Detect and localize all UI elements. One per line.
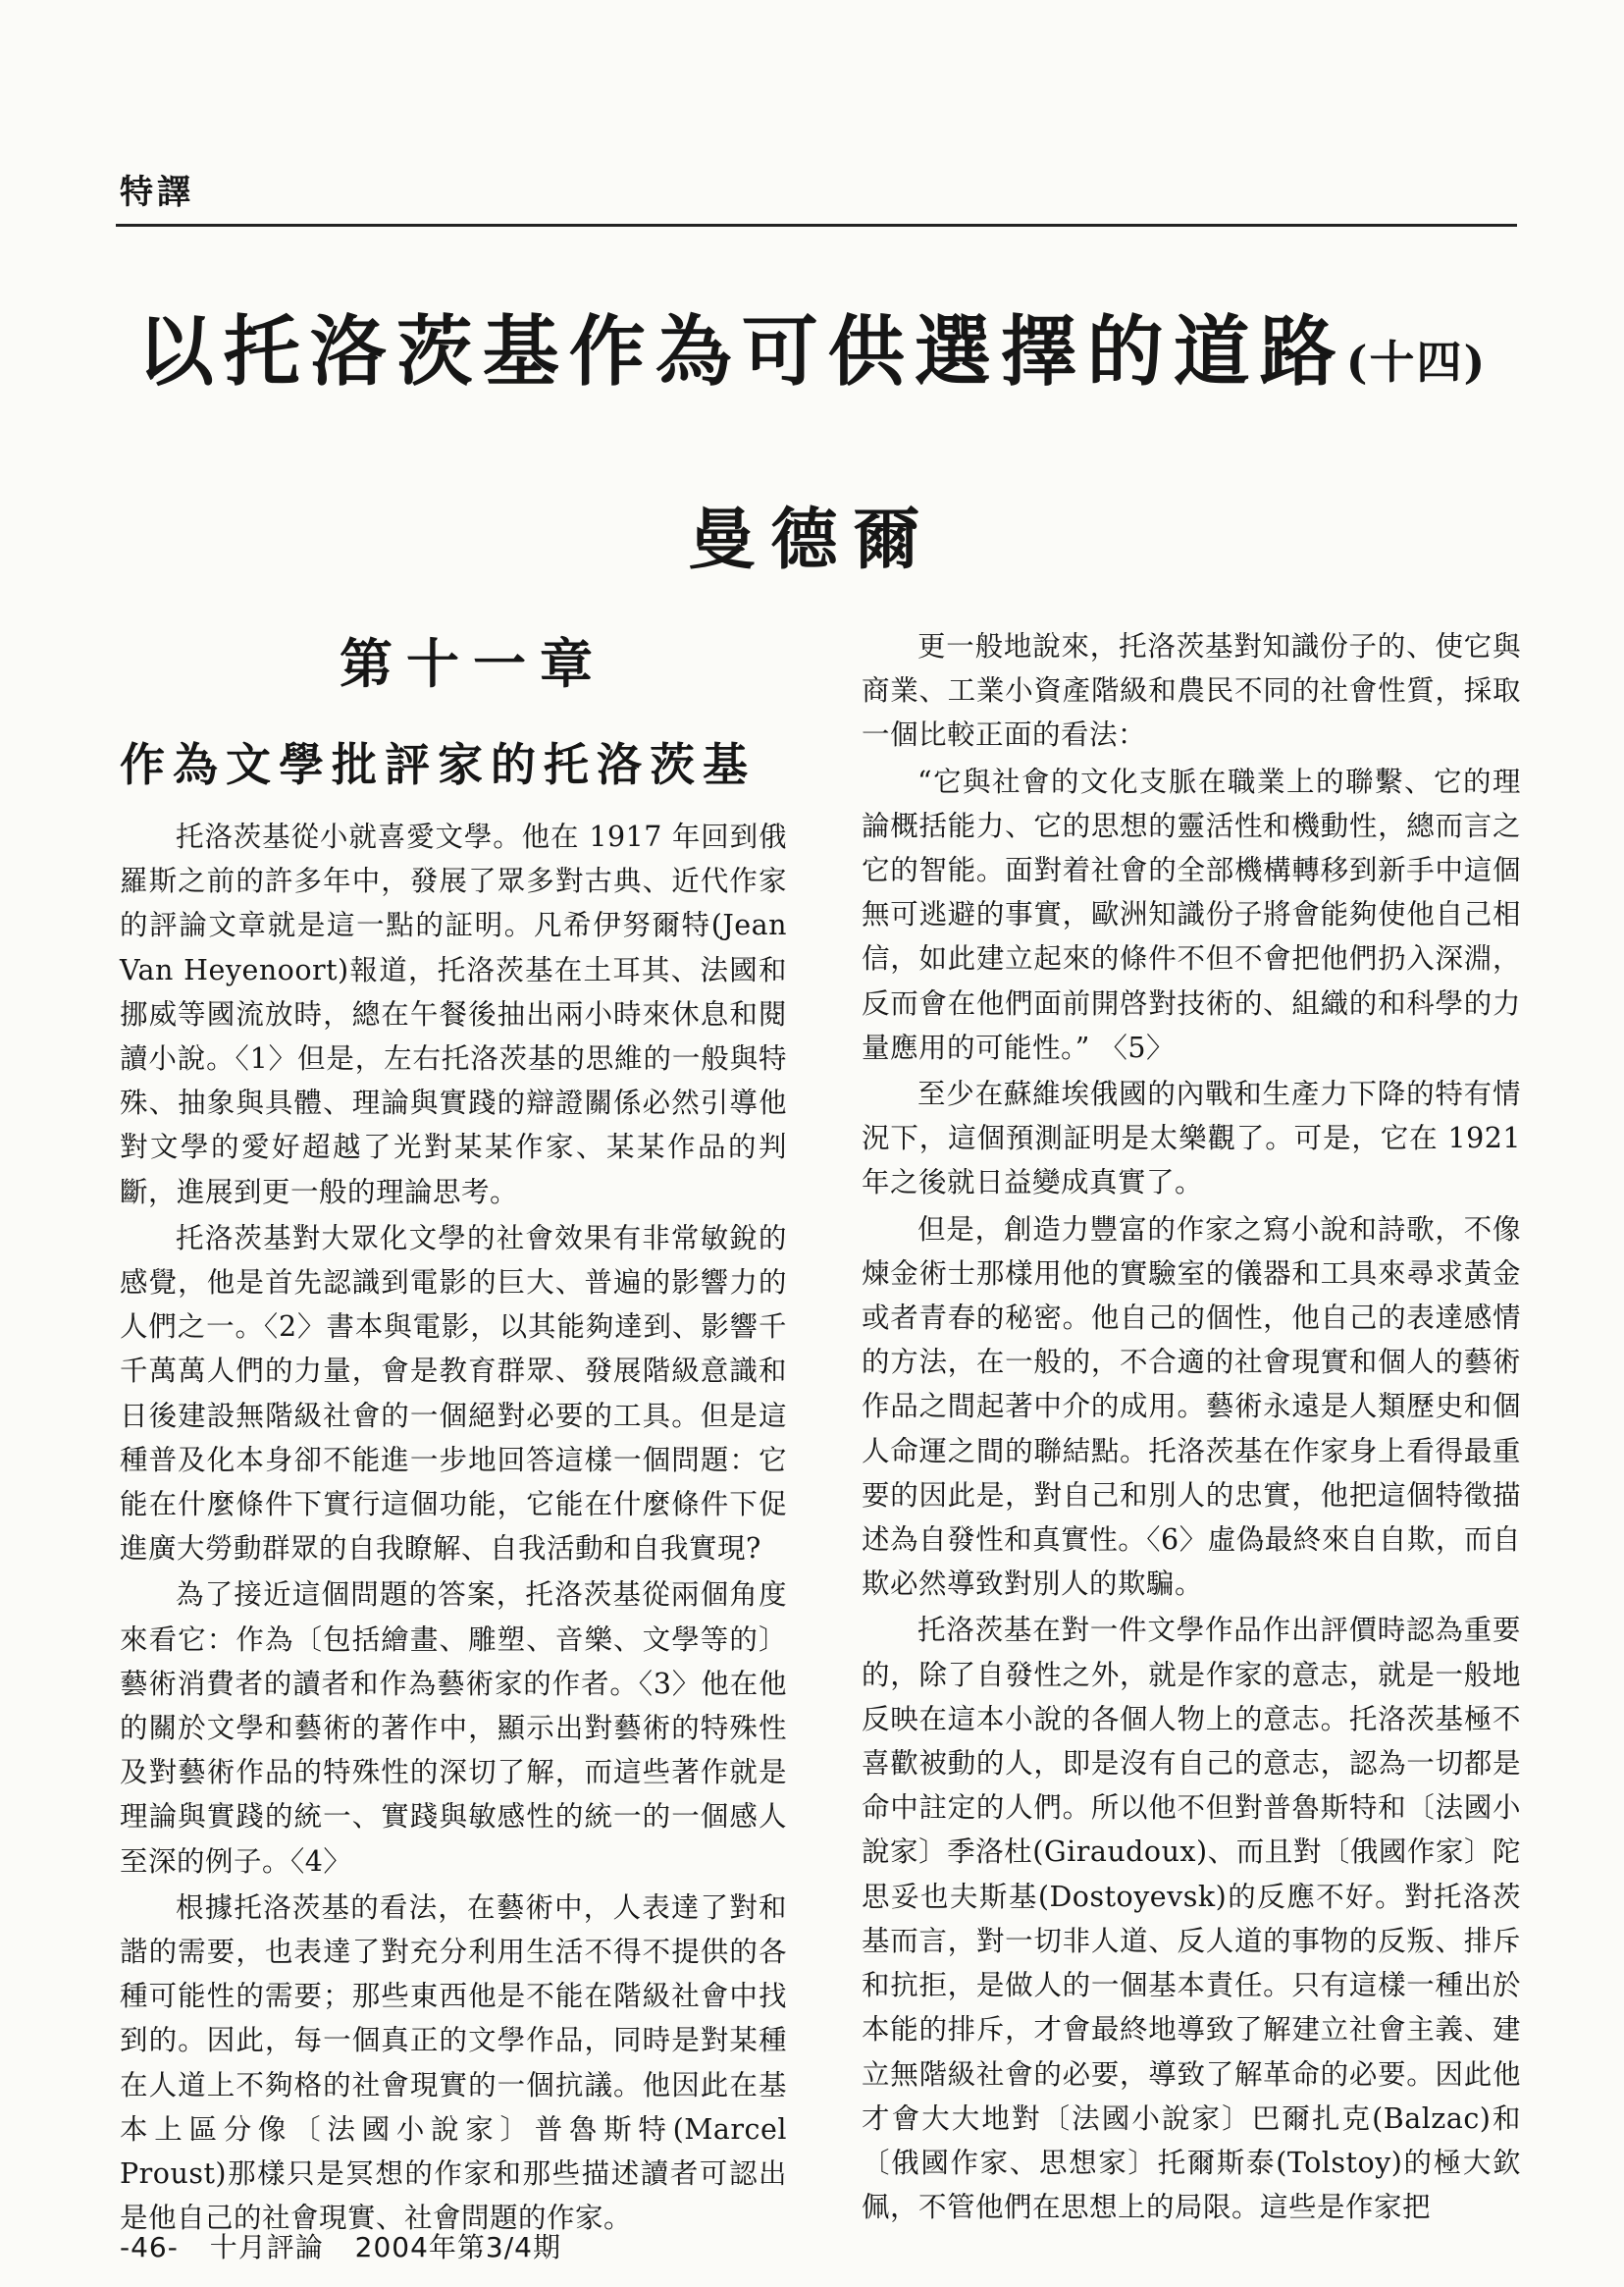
- article-title: [0, 291, 1624, 400]
- journal-issue: 2004年第3/4期: [354, 2231, 561, 2263]
- left-column: [120, 624, 787, 2243]
- chapter-heading: 第十一章: [340, 632, 606, 695]
- paragraph: 根據托洛茨基的看法，在藝術中，人表達了對和諧的需要，也表達了對充分利用生活不得不提供的各種可能性的需要；那些東西他是不能在階級社會中找到的。因此，每一個真正的文學作品，同時是對某種在人道上不夠格的社會現實的一個抗議。他因此在基本上區分像〔法國小說家〕普魯斯特(Marcel Proust)那樣只是冥想的作家和那些描述讀者可認出是他自己的社會現實、社會問題的作家。: [120, 1890, 787, 2235]
- page-number: -46-: [120, 2231, 179, 2263]
- page-footer: [120, 2226, 583, 2265]
- paragraph: 托洛茨基對大眾化文學的社會效果有非常敏銳的感覺，他是首先認識到電影的巨大、普遍的影響力的人們之一。〈2〉書本與電影，以其能夠達到、影響千千萬萬人們的力量，會是教育群眾、發展階級意識和日後建設無階級社會的一個絕對必要的工具。但是這種普及化本身卻不能進一步地回答這樣一個問題：它能在什麼條件下實行這個功能，它能在什麼條件下促進廣大勞動群眾的自我瞭解、自我活動和自我實現?: [120, 1221, 787, 1566]
- article-title-text: 以托洛茨基作為可供選擇的道路: [136, 307, 1346, 397]
- paragraph: 為了接近這個問題的答案，托洛茨基從兩個角度來看它：作為〔包括繪畫、雕塑、音樂、文學等的〕藝術消費者的讀者和作為藝術家的作者。〈3〉他在他的關於文學和藝術的著作中，顯示出對藝術的特殊性及對藝術作品的特殊性的深切了解，而這些著作就是理論與實踐的統一、實踐與敏感性的統一的一個感人至深的例子。〈4〉: [120, 1578, 787, 1878]
- block-quote: “它與社會的文化支脈在職業上的聯繫、它的理論概括能力、它的思想的靈活性和機動性，總而言之它的智能。面對着社會的全部機構轉移到新手中這個無可逃避的事實，歐洲知識份子將會能夠使他自己相信，如此建立起來的條件不但不會把他們扔入深淵，反而會在他們面前開啓對技術的、組織的和科學的力量應用的可能性。” 〈5〉: [862, 765, 1521, 1064]
- paragraph: 托洛茨基從小就喜愛文學。他在 1917 年回到俄羅斯之前的許多年中，發展了眾多對古典、近代作家的評論文章就是這一點的証明。凡希伊努爾特(Jean Van Heyenoort)報道，托洛茨基在土耳其、法國和挪威等國流放時，總在午餐後抽出兩小時來休息和閱讀小說。〈1〉但是，左右托洛茨基的思維的一般與特殊、抽象與具體、理論與實踐的辯證關係必然引導他對文學的愛好超越了光對某某作家、某某作品的判斷，進展到更一般的理論思考。: [120, 821, 787, 1208]
- section-tag: 特譯: [120, 173, 194, 212]
- journal-name: 十月評論: [209, 2231, 324, 2263]
- article-title-part: (十四): [1345, 336, 1488, 389]
- article-author: 曼德爾: [688, 501, 936, 579]
- section-heading: 作為文學批評家的托洛茨基: [120, 738, 756, 791]
- paragraph: 托洛茨基在對一件文學作品作出評價時認為重要的，除了自發性之外，就是作家的意志，就是一般地反映在這本小說的各個人物上的意志。托洛茨基極不喜歡被動的人，即是沒有自己的意志，認為一切都是命中註定的人們。所以他不但對普魯斯特和〔法國小說家〕季洛杜(Giraudoux)、而且對〔俄國作家〕陀思妥也夫斯基(Dostoyevsk)的反應不好。對托洛茨基而言，對一切非人道、反人道的事物的反叛、排斥和抗拒，是做人的一個基本責任。只有這樣一種出於本能的排斥，才會最終地導致了解建立社會主義、建立無階級社會的必要，導致了解革命的必要。因此他才會大大地對〔法國小說家〕巴爾扎克(Balzac)和〔俄國作家、思想家〕托爾斯泰(Tolstoy)的極大欽佩，不管他們在思想上的局限。這些是作家把: [862, 1614, 1521, 2224]
- header-rule: [116, 224, 1517, 227]
- right-column: [862, 624, 1521, 2231]
- paragraph: 但是，創造力豐富的作家之寫小說和詩歌，不像煉金術士那樣用他的實驗室的儀器和工具來尋求黃金或者青春的秘密。他自己的個性，他自己的表達感情的方法，在一般的，不合適的社會現實和個人的藝術作品之間起著中介的成用。藝術永遠是人類歷史和個人命運之間的聯結點。托洛茨基在作家身上看得最重要的因此是，對自己和別人的忠實，他把這個特徵描述為自發性和真實性。〈6〉虛偽最終來自自欺，而自欺必然導致對別人的欺騙。: [862, 1212, 1521, 1601]
- paragraph: 更一般地說來，托洛茨基對知識份子的、使它與商業、工業小資產階級和農民不同的社會性質，採取一個比較正面的看法：: [862, 630, 1521, 752]
- paragraph: 至少在蘇維埃俄國的內戰和生產力下降的特有情況下，這個預測証明是太樂觀了。可是，它在 1921 年之後就日益變成真實了。: [862, 1078, 1521, 1199]
